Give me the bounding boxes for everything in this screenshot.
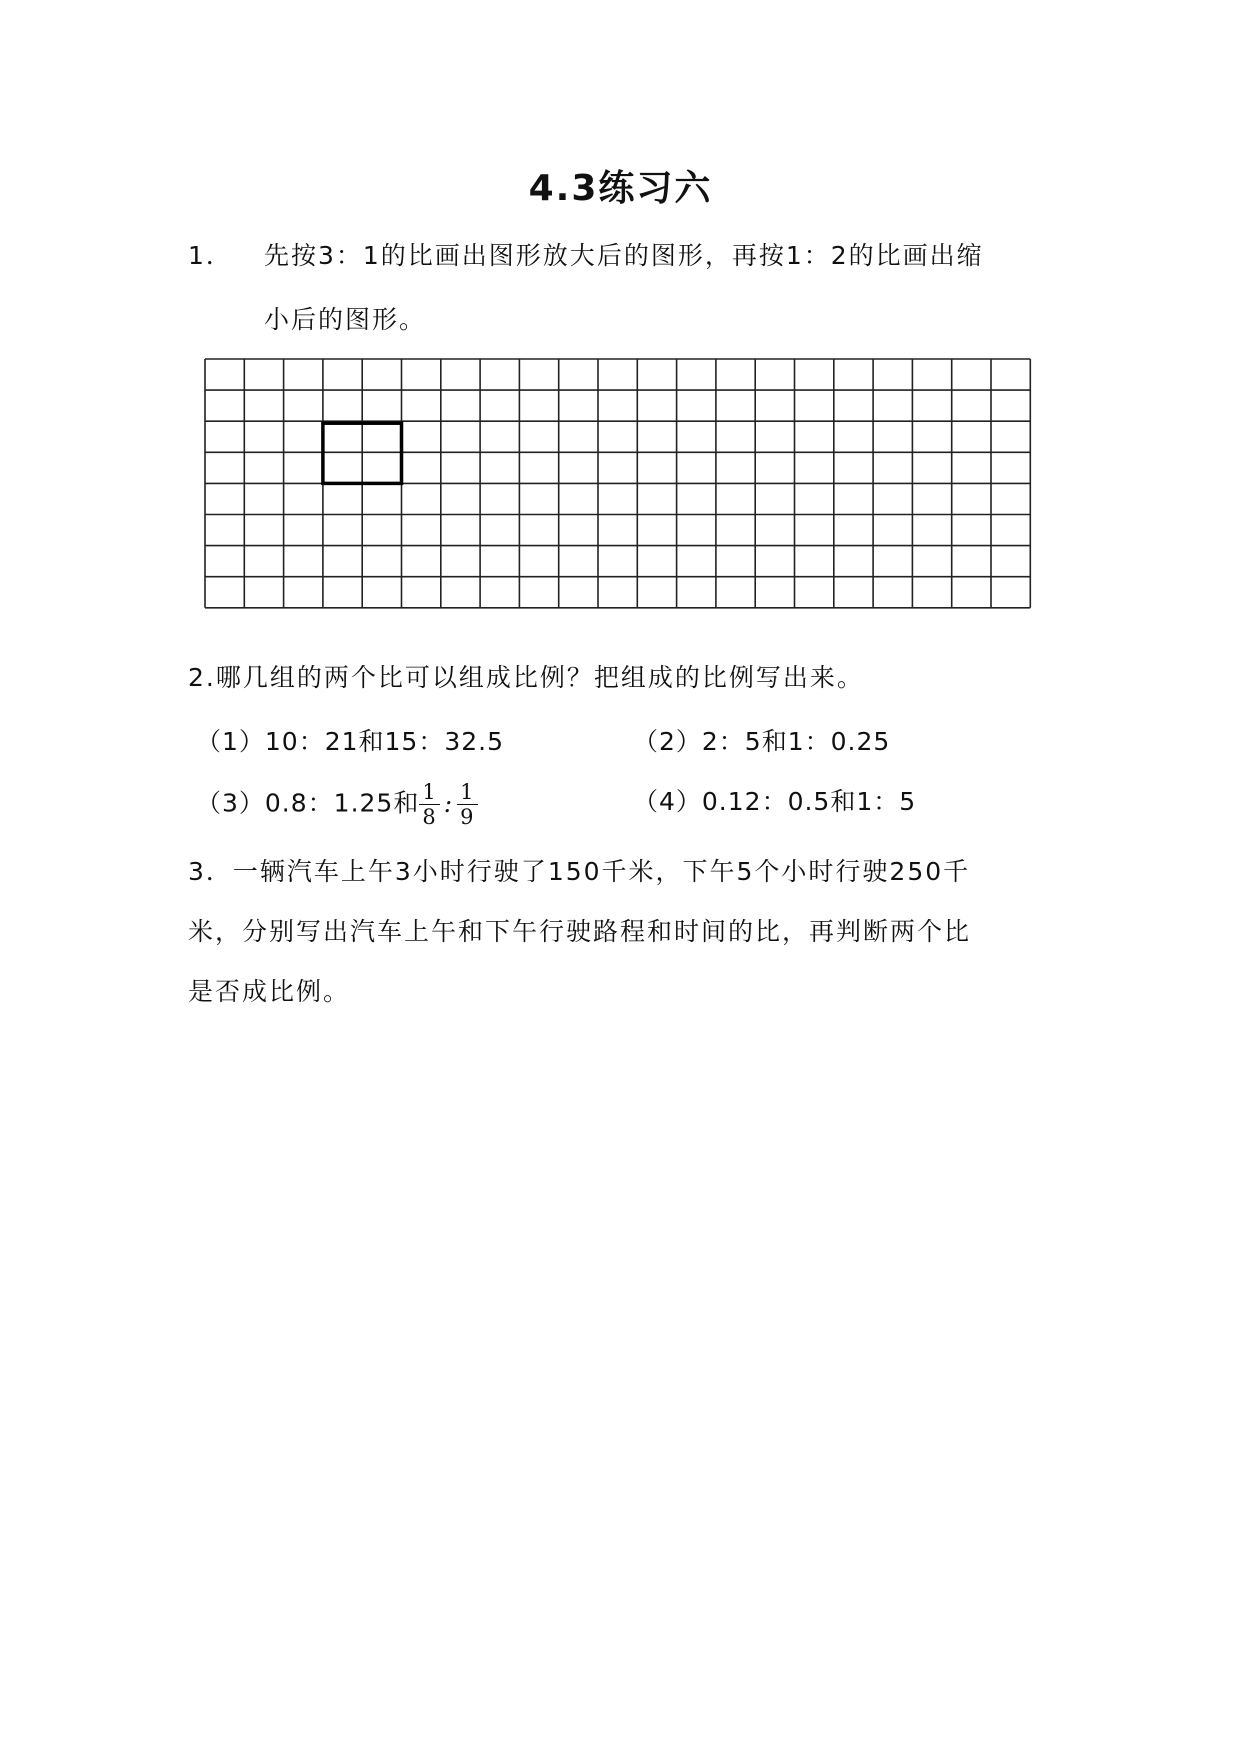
fraction-numerator: 1	[419, 780, 439, 805]
question-3-text-line-3: 是否成比例。	[188, 977, 351, 1006]
option-2: （2）2：5和1：0.25	[633, 727, 891, 756]
question-3-text-line-2: 米，分别写出汽车上午和下午行驶路程和时间的比，再判断两个比	[188, 917, 972, 946]
question-2-stem: 2.哪几组的两个比可以组成比例？把组成的比例写出来。	[188, 663, 864, 692]
option-4: （4）0.12：0.5和1：5	[633, 787, 917, 816]
question-1-text-line-2: 小后的图形。	[264, 305, 427, 334]
fraction-one-ninth	[457, 780, 477, 829]
option-1: （1）10：21和15：32.5	[196, 727, 505, 756]
option-3-prefix: （3）0.8：1.25和	[196, 788, 420, 818]
question-1-number: 1．	[188, 241, 233, 270]
fraction-denominator: 9	[460, 805, 475, 829]
square-grid	[203, 357, 1033, 613]
question-3-text-line-1: 3．一辆汽车上午3小时行驶了150千米，下午5个小时行驶250千	[188, 857, 971, 886]
fraction-one-eighth	[419, 780, 439, 829]
page-title: 4.3练习六	[528, 168, 713, 209]
fraction-numerator: 1	[457, 780, 477, 805]
option-3	[196, 780, 478, 829]
question-1-text-line-1: 先按3：1的比画出图形放大后的图形，再按1：2的比画出缩	[264, 241, 984, 270]
ratio-colon: :	[443, 788, 454, 818]
fraction-denominator: 8	[422, 805, 437, 829]
